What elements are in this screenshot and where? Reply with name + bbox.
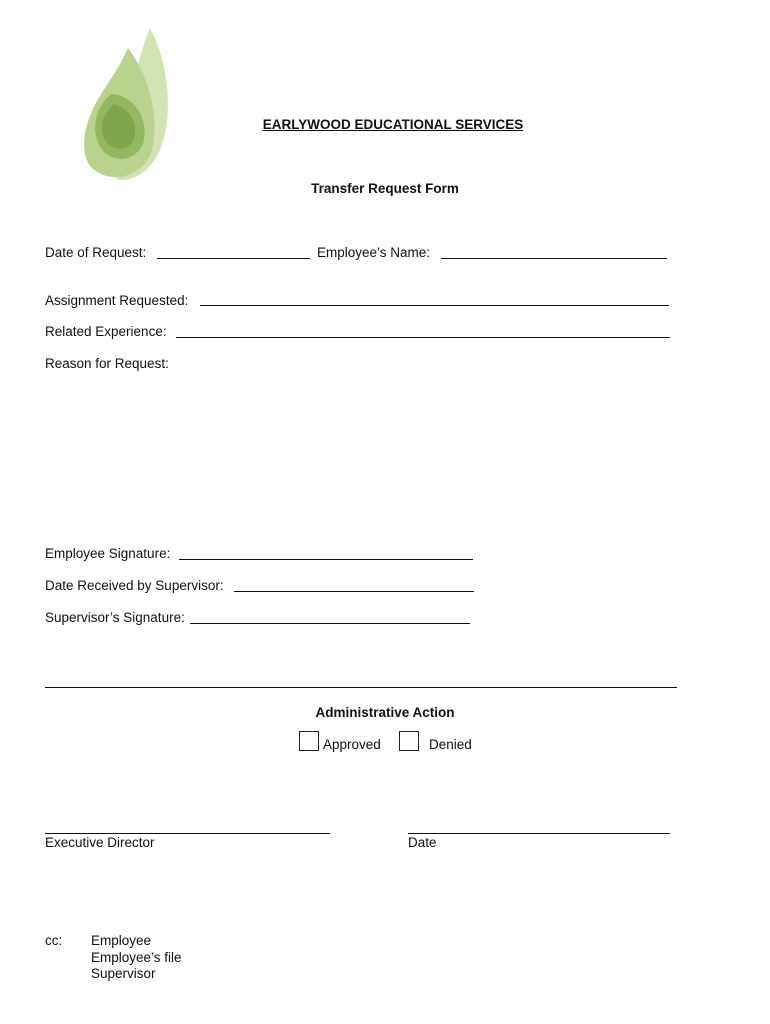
- form-title: Transfer Request Form: [311, 181, 459, 196]
- executive-director-signature-field[interactable]: [45, 833, 330, 834]
- reason-for-request-label: Reason for Request:: [45, 356, 169, 371]
- cc-recipient: Employee’s file: [91, 950, 182, 965]
- executive-director-label: Executive Director: [45, 835, 155, 850]
- date-of-request-field[interactable]: [157, 258, 310, 259]
- employee-signature-field[interactable]: [179, 559, 473, 560]
- related-experience-label: Related Experience:: [45, 324, 167, 339]
- date-received-field[interactable]: [234, 591, 474, 592]
- supervisor-signature-field[interactable]: [190, 623, 470, 624]
- date-received-label: Date Received by Supervisor:: [45, 578, 224, 593]
- cc-recipient: Supervisor: [91, 966, 156, 981]
- approved-checkbox[interactable]: [299, 731, 319, 751]
- administrative-action-title: Administrative Action: [315, 705, 455, 720]
- assignment-requested-field[interactable]: [200, 305, 669, 306]
- related-experience-field[interactable]: [176, 337, 670, 338]
- reason-for-request-field[interactable]: [45, 378, 675, 528]
- approval-date-field[interactable]: [408, 833, 670, 834]
- denied-checkbox[interactable]: [399, 731, 419, 751]
- employee-name-field[interactable]: [441, 258, 667, 259]
- date-of-request-label: Date of Request:: [45, 245, 147, 260]
- cc-label: cc:: [45, 933, 63, 948]
- assignment-requested-label: Assignment Requested:: [45, 293, 189, 308]
- employee-name-label: Employee’s Name:: [317, 245, 431, 260]
- supervisor-signature-label: Supervisor’s Signature:: [45, 610, 185, 625]
- leaf-logo-icon: [78, 26, 174, 186]
- employee-signature-label: Employee Signature:: [45, 546, 171, 561]
- organization-title: EARLYWOOD EDUCATIONAL SERVICES: [262, 117, 524, 132]
- cc-recipient: Employee: [91, 933, 152, 948]
- denied-label: Denied: [429, 737, 472, 752]
- section-divider: [45, 687, 677, 688]
- approved-label: Approved: [323, 737, 381, 752]
- date-label: Date: [408, 835, 437, 850]
